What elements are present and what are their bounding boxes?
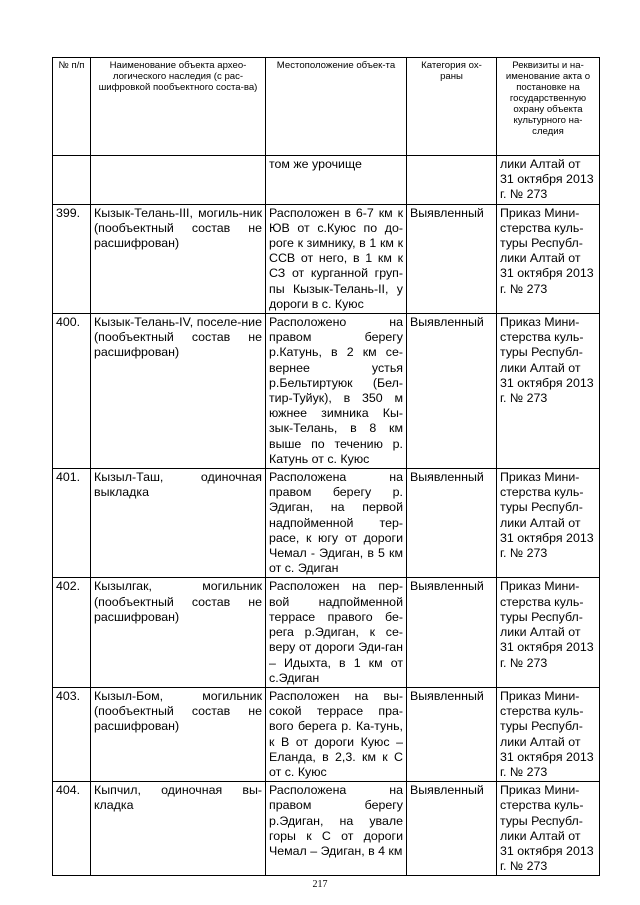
table-cell-name: Кызык-Телань-IV, поселе-ние (пообъектный состав не расшифрован) [91, 314, 266, 469]
header-act: Реквизиты и на-именование акта о постановке на государственную охрану объекта культурного на-следия [497, 58, 600, 156]
continuation-row [53, 156, 600, 205]
table-cell-category [407, 156, 497, 205]
page-number: 217 [312, 879, 328, 890]
table-cell-act: Приказ Мини-стерства куль-туры Республ-лики Алтай от 31 октября 2013 г. № 273 [497, 578, 600, 687]
table-cell-location: Расположено на правом берегу р.Катунь, в 2 км се-вернее устья р.Бельтиртуюк (Бел-тир-Туйук), в 350 м южнее зимника Кы-зык-Телань, в 8 км выше по течению р. Катунь от с. Куюс [266, 314, 407, 469]
table-cell-number: 400. [53, 314, 91, 469]
table-cell-name: Кызыл-Бом, могильник (пообъектный состав не расшифрован) [91, 687, 266, 781]
header-category: Категория ох-раны [407, 58, 497, 156]
table-cell-category: Выявленный [407, 687, 497, 781]
table-cell-number: 399. [53, 204, 91, 313]
table-cell-name: Кыпчил, одиночная вы-кладка [91, 782, 266, 876]
table-cell-name: Кызылгак, могильник (пообъектный состав не расшифрован) [91, 578, 266, 687]
header-number: № п/п [53, 58, 91, 156]
header-object-name: Наименование объекта архео-логического наследия (с рас-шифровкой пообъектного соста-ва) [91, 58, 266, 156]
table-cell-name: Кызык-Телань-III, могиль-ник (пообъектный состав не расшифрован) [91, 204, 266, 313]
table-cell-number: 401. [53, 469, 91, 578]
table-cell-location: Расположена на правом берегу р. Эдиган, на первой надпойменной тер-расе, к югу от дороги Чемал - Эдиган, в 5 км от с. Эдиган [266, 469, 407, 578]
table-cell-category: Выявленный [407, 204, 497, 313]
table-cell-location: Расположена на правом берегу р.Эдиган, на увале горы к С от дороги Чемал – Эдиган, в 4 км [266, 782, 407, 876]
table-cell-act: Приказ Мини-стерства куль-туры Республ-лики Алтай от 31 октября 2013 г. № 273 [497, 204, 600, 313]
table-cell-number: 402. [53, 578, 91, 687]
table-cell-number: 403. [53, 687, 91, 781]
table-cell-act: Приказ Мини-стерства куль-туры Республ-лики Алтай от 31 октября 2013 г. № 273 [497, 314, 600, 469]
table-cell-category: Выявленный [407, 578, 497, 687]
table-row [53, 469, 600, 578]
table-cell-location: том же урочище [266, 156, 407, 205]
header-location: Местоположение объек-та [266, 58, 407, 156]
table-cell-act: Приказ Мини-стерства куль-туры Республ-лики Алтай от 31 октября 2013 г. № 273 [497, 782, 600, 876]
table-cell-category: Выявленный [407, 469, 497, 578]
table-row [53, 204, 600, 313]
table-row [53, 782, 600, 876]
table-cell-act: Приказ Мини-стерства куль-туры Республ-лики Алтай от 31 октября 2013 г. № 273 [497, 687, 600, 781]
table-cell-category: Выявленный [407, 314, 497, 469]
table-row [53, 687, 600, 781]
table-cell-location: Расположен на пер-вой надпойменной террасе правого бе-рега р.Эдиган, к се-веру от дороги Эди-ган – Идыхта, в 1 км от с.Эдиган [266, 578, 407, 687]
heritage-table [52, 57, 600, 876]
table-cell-number [53, 156, 91, 205]
table-cell-act: лики Алтай от 31 октября 2013 г. № 273 [497, 156, 600, 205]
table-cell-category: Выявленный [407, 782, 497, 876]
table-header-row [53, 58, 600, 156]
table-cell-location: Расположен в 6-7 км к ЮВ от с.Куюс по до-роге к зимнику, в 1 км к ССВ от него, в 1 км к СЗ от курганной груп-пы Кызык-Телань-II, у дороги в с. Куюс [266, 204, 407, 313]
table-cell-name: Кызыл-Таш, одиночная выкладка [91, 469, 266, 578]
table-cell-name [91, 156, 266, 205]
table-cell-act: Приказ Мини-стерства куль-туры Республ-лики Алтай от 31 октября 2013 г. № 273 [497, 469, 600, 578]
table-cell-number: 404. [53, 782, 91, 876]
table-row [53, 314, 600, 469]
table-cell-location: Расположен на вы-сокой террасе пра-вого берега р. Ка-тунь, к В от дороги Куюс – Еланда, в 2,3. км к С от с. Куюс [266, 687, 407, 781]
table-row [53, 578, 600, 687]
